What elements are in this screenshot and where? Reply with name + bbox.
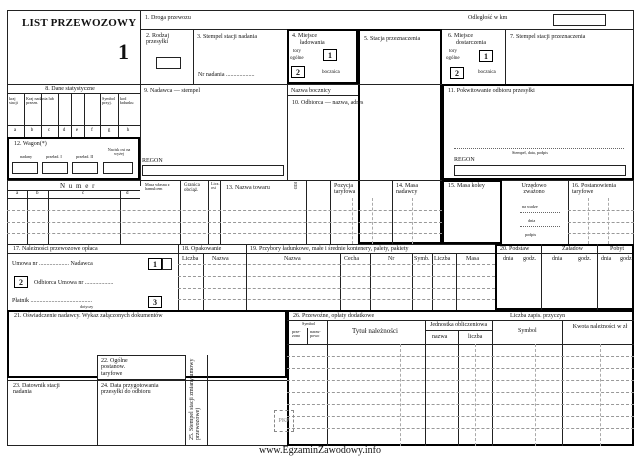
regon-receiver: REGON xyxy=(454,157,475,163)
num-col-d: d xyxy=(126,191,129,196)
axle-count: Licz. osi xyxy=(211,181,220,191)
row-line xyxy=(178,276,495,277)
divider xyxy=(140,10,141,186)
row-line xyxy=(7,222,442,223)
divider xyxy=(307,328,308,344)
payer-receiver-box[interactable]: 2 xyxy=(14,276,28,288)
field-19-label: 19. Przybory ładunkowe, małe i średnie kontenery, palety, pakiety xyxy=(250,246,409,252)
row-line xyxy=(7,233,442,234)
col-line xyxy=(372,198,373,244)
field-18-label: 18. Opakowanie xyxy=(182,246,222,252)
field-23-label: 23. Datownik stacji nadania xyxy=(13,383,60,396)
divider xyxy=(330,180,331,244)
col-line xyxy=(608,198,609,244)
divider xyxy=(7,84,140,85)
footer-watermark: www.EgzaminZawodowy.info xyxy=(258,445,382,456)
col-line xyxy=(352,198,353,244)
field-13-label: 13. Nazwa towaru xyxy=(226,185,270,191)
field-16-label: 16. Postanowienia taryfowe xyxy=(572,183,616,196)
divider xyxy=(7,180,634,181)
date-col: dnia xyxy=(552,256,563,262)
equip-count: Liczba xyxy=(434,256,451,262)
field-21-label: 21. Oświadczenie nadawcy. Wykaz załączonych dokumentów xyxy=(14,313,163,319)
col-line xyxy=(412,198,413,244)
wagon-number-header: N u m e r xyxy=(60,182,96,190)
field-22-label: 22. Ogólne postanow. taryfowe xyxy=(101,358,128,377)
distance-input[interactable] xyxy=(553,14,606,26)
own-mass: Masa własna z hamulcem xyxy=(145,182,170,192)
stat-col-h: kod ładunku xyxy=(120,96,134,106)
row-line xyxy=(287,368,634,369)
field-6-bocznica: bocznica xyxy=(478,70,496,75)
field-10-label: 10. Odbiorca — nazwa, adres xyxy=(292,100,364,106)
field-3-label: 3. Stempel stacji nadania xyxy=(197,34,257,40)
field-8-label: 8. Dane statystyczne xyxy=(45,86,95,92)
hour-col: godz. xyxy=(578,256,592,262)
symbol-sub-1: prze-zono xyxy=(292,329,301,339)
divider xyxy=(71,93,72,137)
divider xyxy=(84,93,85,137)
shipment-type-input[interactable] xyxy=(156,57,181,69)
field-4-tory: tory xyxy=(293,49,302,54)
divider xyxy=(541,244,542,310)
payer-sender-box[interactable]: 1 xyxy=(148,258,162,270)
divider xyxy=(207,355,208,446)
stat-letter: f xyxy=(91,128,93,133)
field-25-label: 25. Stempel stacji zmiany umowy przewozowej xyxy=(189,358,202,440)
divider xyxy=(220,180,221,244)
field-4-label-b: ładowania xyxy=(300,40,325,46)
form-title: LIST PRZEWOZOWY xyxy=(22,17,137,29)
divider xyxy=(287,84,288,180)
date-col: dnia xyxy=(503,256,514,262)
stat-letter: g xyxy=(107,128,111,133)
col-line xyxy=(535,344,536,446)
field-6-tory: tory xyxy=(449,49,458,54)
wagon-reload-2: przeład. II xyxy=(76,154,94,159)
row-line xyxy=(287,404,634,405)
row-line xyxy=(568,233,634,234)
hour-col: godz. xyxy=(523,256,537,262)
row-line xyxy=(178,264,495,265)
row-line xyxy=(287,392,634,393)
receiver-contract: Odbiorca Umowa nr ................... xyxy=(34,280,114,286)
pack-count: Liczba xyxy=(182,256,199,262)
field-6-label-b: dostarczenia xyxy=(456,40,486,46)
field-24-label: 24. Data przygotowania przesyłki do odbioru xyxy=(101,383,159,396)
col-line xyxy=(400,344,401,446)
divider xyxy=(340,253,341,310)
equip-number: Nr xyxy=(388,256,395,262)
divider xyxy=(7,125,140,126)
divider xyxy=(7,253,178,254)
wagon-dispatched-input[interactable] xyxy=(12,162,38,174)
divider xyxy=(392,180,393,244)
divider xyxy=(287,320,634,321)
divider xyxy=(370,253,371,310)
divider xyxy=(505,29,506,84)
field-20-box xyxy=(495,244,634,310)
row-line xyxy=(7,210,442,211)
num-col-c: c xyxy=(82,191,85,196)
field-15-label: 15. Masa koley xyxy=(448,183,485,189)
on-scale: na wadze xyxy=(522,204,538,209)
stat-letter: c xyxy=(47,128,51,133)
divider xyxy=(568,180,569,244)
stat-col-g: Symbol przyj. xyxy=(102,96,116,106)
divider xyxy=(412,253,413,310)
divider xyxy=(58,93,59,137)
divider xyxy=(287,95,358,96)
equip-symbol: Symb. xyxy=(414,256,430,262)
divider xyxy=(24,93,25,137)
field-5-box xyxy=(358,29,442,244)
divider xyxy=(180,180,181,244)
pkp-stamp: PKP xyxy=(274,410,294,432)
field-12-label: 12. Wagon(*) xyxy=(14,141,47,147)
siding-name: Nazwa bocznicy xyxy=(291,88,331,94)
date-col: dnia xyxy=(601,256,612,262)
col-line xyxy=(600,344,601,446)
unit-count: liczba xyxy=(468,334,483,340)
stat-letter: d xyxy=(62,128,66,133)
stat-letter: e xyxy=(75,128,79,133)
stay-label: Pobyt xyxy=(610,246,625,252)
field-7-label: 7. Stempel stacji przeznaczenia xyxy=(510,34,586,40)
officially-weighed: Urzędowo zważono xyxy=(521,183,547,196)
row-line xyxy=(287,416,634,417)
field-26-label: 26. Przewoźne, opłaty dodatkowe xyxy=(293,313,375,319)
row-line xyxy=(287,356,634,357)
concerns-label: dotyczy xyxy=(80,304,94,309)
field-9-label: 9. Nadawca — stempel xyxy=(144,88,200,94)
stamp-date-signature: Stempel, data, podpis xyxy=(512,150,549,155)
wagon-dispatched: nadany xyxy=(20,154,33,159)
col-line xyxy=(588,198,589,244)
pack-name: Nazwa xyxy=(212,256,229,262)
tariff-position: Pozycja taryfowa xyxy=(334,183,356,196)
field-4-ogolne: ogólne xyxy=(290,56,304,61)
num-col-a: a xyxy=(16,191,19,196)
dotted-line xyxy=(520,212,560,213)
field-11-label: 11. Pokwitowanie odbioru przesyłki xyxy=(448,88,535,94)
equip-name: Nazwa xyxy=(284,256,301,262)
receiver-regon-input[interactable] xyxy=(454,165,626,176)
stat-letter: b xyxy=(30,128,34,133)
row-line xyxy=(287,380,634,381)
divider xyxy=(100,93,101,137)
copy-number: 1 xyxy=(118,39,129,64)
symbol-27: Symbol xyxy=(518,328,537,334)
divider xyxy=(7,198,140,199)
dotted-line xyxy=(520,226,560,227)
stat-letter: h xyxy=(126,128,130,133)
symbol-26: Symbol xyxy=(302,321,316,326)
stat-col-a: kraj stacji xyxy=(9,96,18,106)
divider xyxy=(118,93,119,137)
sender-regon-input[interactable] xyxy=(142,165,284,176)
unit-name: nazwa xyxy=(432,334,448,340)
axle-pressure-input[interactable] xyxy=(103,162,133,174)
wagon-reload-1-input[interactable] xyxy=(42,162,68,174)
divider xyxy=(7,93,140,94)
stat-col-b: Kraj nadania lub przezn. xyxy=(26,96,54,106)
payer-sender-check[interactable] xyxy=(162,258,172,270)
divider xyxy=(185,355,186,446)
delivery-siding-box[interactable]: 2 xyxy=(450,67,464,79)
field-5-label: 5. Stacja przeznaczenia xyxy=(364,36,421,42)
field-6-ogolne: ogólne xyxy=(446,56,460,61)
divider xyxy=(7,380,287,381)
wagon-reload-2-input[interactable] xyxy=(72,162,98,174)
field-4-label: 4. Miejsce xyxy=(292,33,317,39)
field-20-label: 20. Podstaw xyxy=(500,246,530,252)
rid-label: RID xyxy=(293,182,298,190)
divider xyxy=(306,180,307,244)
dispatch-number: Nr nadania ................... xyxy=(198,72,255,78)
calc-unit: Jednostka obliczeniowa xyxy=(430,322,488,328)
col-line xyxy=(475,344,476,446)
divider xyxy=(208,180,209,244)
divider xyxy=(203,253,204,310)
divider xyxy=(246,244,247,310)
loading-general-track-box[interactable]: 1 xyxy=(323,49,337,61)
regon-sender: REGON xyxy=(142,158,163,164)
divider xyxy=(432,253,433,310)
wagon-reload-1: przeład. I xyxy=(46,154,62,159)
field-15-box xyxy=(442,180,502,244)
payer-other: Płatnik ......................................... xyxy=(12,298,93,304)
weigh-signature: podpis xyxy=(525,232,537,237)
charge-title: Tytuł należności xyxy=(352,327,398,335)
row-line xyxy=(568,210,634,211)
records-count: Liczba zapis. przyczyn xyxy=(510,313,566,319)
delivery-general-track-box[interactable]: 1 xyxy=(479,50,493,62)
row-line xyxy=(178,299,495,300)
hour-col: godz. xyxy=(620,256,634,262)
field-4-bocznica: bocznica xyxy=(322,70,340,75)
num-col-b: b xyxy=(36,191,39,196)
equip-mark: Cecha xyxy=(344,256,359,262)
stat-letter: a xyxy=(13,128,17,133)
contract-sender: Umowa nr .................... Nadawca xyxy=(12,261,93,267)
dotted-line xyxy=(454,148,624,149)
loading-label: Załadow xyxy=(562,246,583,252)
distance-label: Odległość w km xyxy=(468,15,508,21)
field-6-label: 6. Miejsce xyxy=(448,33,473,39)
divider xyxy=(193,29,194,84)
row-line xyxy=(178,288,495,289)
divider xyxy=(97,380,98,446)
load-limit: Granica obciąż. xyxy=(184,183,200,194)
amount-label: Kwota należności w zł xyxy=(572,324,628,330)
field-17-label: 17. Należności przewozowe opłaca xyxy=(13,246,98,252)
field-2-label: 2. Rodzaj przesyłki xyxy=(146,33,169,46)
divider xyxy=(287,344,634,345)
field-1-label: 1. Droga przewozu xyxy=(145,15,191,21)
equip-mass: Masa xyxy=(466,256,479,262)
divider xyxy=(597,244,598,310)
row-line xyxy=(568,222,634,223)
symbol-sub-2: narzu-powo xyxy=(310,329,321,339)
loading-siding-box[interactable]: 2 xyxy=(291,66,305,78)
divider xyxy=(456,253,457,310)
axle-pressure: Nacisk osi na wyżej xyxy=(107,147,131,157)
payer-other-box[interactable]: 3 xyxy=(148,296,162,308)
row-line xyxy=(287,428,634,429)
weigh-date: dnia xyxy=(528,218,536,223)
field-14-label: 14. Masa nadawcy xyxy=(396,183,418,196)
